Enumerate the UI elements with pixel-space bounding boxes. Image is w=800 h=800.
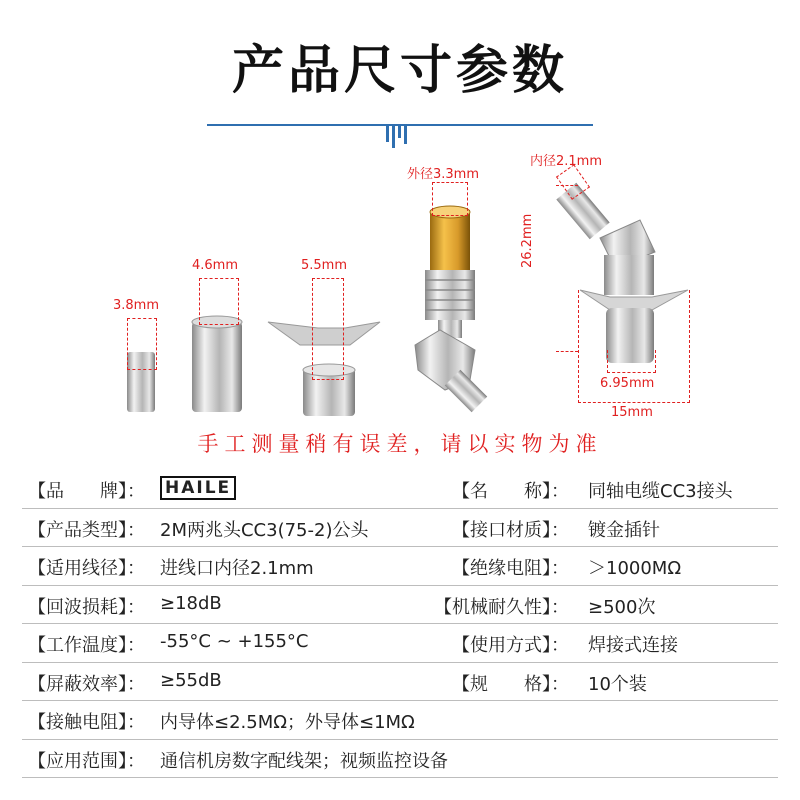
- dim-box-crimp: [312, 278, 344, 380]
- sleeve-medium: [192, 322, 242, 412]
- dim-box-small: [127, 318, 157, 370]
- brand-logo-text: HAILE: [160, 476, 236, 500]
- spec-key: 【接口材质】：: [452, 519, 569, 541]
- spec-value: 2M两兆头CC3(75-2)公头: [160, 519, 369, 541]
- measurement-note: 手工测量稍有误差，请以实物为准: [197, 432, 603, 456]
- spec-row: [22, 470, 778, 509]
- spec-value: 焊接式连接: [588, 635, 678, 656]
- spec-key: 【屏蔽效率】：: [28, 673, 145, 695]
- spec-key: 【适用线径】：: [28, 558, 145, 579]
- spec-value: 内导体≤2.5MΩ；外导体≤1MΩ: [160, 712, 415, 733]
- spec-key: 【应用范围】：: [28, 750, 145, 772]
- spec-value: 通信机房数字配线架；视频监控设备: [160, 750, 448, 772]
- spec-key: 【名 称】：: [452, 481, 569, 502]
- spec-row: [22, 663, 778, 702]
- dim-label-small: 3.8mm: [113, 298, 160, 313]
- spec-key: 【工作温度】：: [28, 635, 145, 656]
- dim-box-outer: [432, 182, 468, 216]
- brand-logo: [160, 476, 236, 500]
- spec-key: 【产品类型】：: [28, 519, 145, 541]
- spec-value: ＞1000MΩ: [588, 558, 682, 579]
- spec-key: 【接触电阻】：: [28, 712, 145, 733]
- dim-box-height: [556, 185, 578, 352]
- spec-value: 同轴电缆CC3接头: [588, 481, 733, 502]
- connector-assembled: [415, 206, 487, 412]
- spec-row: [22, 740, 778, 779]
- spec-key: 【回波损耗】：: [28, 596, 145, 618]
- spec-key: 【使用方式】：: [452, 635, 569, 656]
- dim-label-height: 26.2mm: [520, 213, 535, 268]
- spec-key: 【品 牌】：: [28, 481, 145, 502]
- spec-value: ≥500次: [588, 596, 656, 618]
- spec-row: [22, 624, 778, 663]
- spec-key: 【机械耐久性】：: [434, 596, 569, 618]
- page-title: 产品尺寸参数: [231, 41, 568, 101]
- spec-row: [22, 586, 778, 625]
- spec-value: -55°C ~ +155°C: [160, 631, 309, 652]
- dim-label-crimp: 5.5mm: [301, 258, 348, 273]
- dim-box-medium: [199, 278, 239, 325]
- dim-box-width-outer: [578, 290, 690, 403]
- spec-key: 【规 格】：: [452, 673, 569, 695]
- spec-value: 进线口内径2.1mm: [160, 558, 314, 579]
- spec-row: [22, 701, 778, 740]
- spec-key: 【绝缘电阻】：: [452, 558, 569, 579]
- spec-row: [22, 509, 778, 548]
- spec-value: 镀金插针: [588, 519, 660, 541]
- dim-label-outer: 外径3.3mm: [407, 167, 480, 182]
- dim-label-width-inner: 6.95mm: [600, 376, 655, 391]
- dim-label-medium: 4.6mm: [192, 258, 239, 273]
- spec-row: [22, 547, 778, 586]
- spec-value: 10个装: [588, 673, 647, 695]
- spec-value: ≥18dB: [160, 592, 222, 614]
- spec-table: [22, 470, 778, 778]
- dim-label-inner: 内径2.1mm: [530, 154, 603, 169]
- dim-label-width-outer: 15mm: [611, 405, 653, 420]
- spec-value: ≥55dB: [160, 669, 222, 691]
